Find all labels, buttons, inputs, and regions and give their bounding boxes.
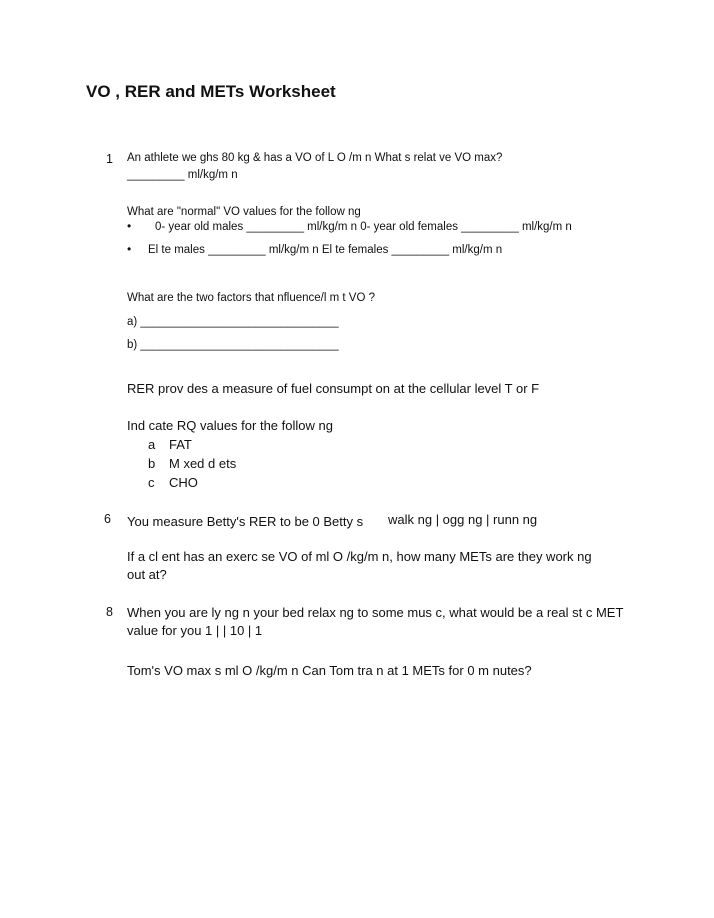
question-9-text: Tom's VO max s ml O /kg/m n Can Tom tra n at 1 METs for 0 m nutes?	[127, 663, 532, 678]
question-1-number: 1	[106, 152, 113, 166]
question-5-item-label: FAT	[169, 437, 192, 452]
bullet-dot-icon: •	[127, 242, 132, 256]
question-8-text: When you are ly ng n your bed relax ng to some mus c, what would be a real st c MET	[127, 605, 624, 620]
question-1-answer-line: _________ ml/kg/m n	[127, 169, 238, 181]
question-3-intro: What are the two factors that nfluence/l m t VO ?	[127, 292, 376, 304]
question-6-options: walk ng | ogg ng | runn ng	[388, 512, 538, 527]
question-7-text: If a cl ent has an exerc se VO of ml O /kg/m n, how many METs are they work ng	[127, 549, 592, 564]
question-8-text-cont: value for you 1 | | 10 | 1	[127, 623, 263, 638]
question-3-answer-b: b) _______________________________	[127, 339, 339, 351]
question-6-number: 6	[104, 512, 111, 526]
question-7-text-cont: out at?	[127, 567, 167, 582]
question-2-bullet-2: El te males _________ ml/kg/m n El te females _________ ml/kg/m n	[148, 244, 503, 256]
question-5-item-letter: a	[148, 437, 156, 452]
question-4-text: RER prov des a measure of fuel consumpt on at the cellular level T or F	[127, 381, 540, 396]
question-2-bullet-1: 0- year old males _________ ml/kg/m n 0- year old females _________ ml/kg/m n	[155, 221, 572, 233]
question-8-number: 8	[106, 605, 113, 619]
question-5-intro: Ind cate RQ values for the follow ng	[127, 418, 333, 433]
question-2-intro: What are "normal" VO values for the follow ng	[127, 206, 361, 218]
question-5-item-letter: b	[148, 456, 156, 471]
question-5-item-letter: c	[148, 475, 155, 490]
question-5-item-label: CHO	[169, 475, 198, 490]
question-6-text: You measure Betty's RER to be 0 Betty s	[127, 514, 364, 529]
question-5-item-label: M xed d ets	[169, 456, 237, 471]
bullet-dot-icon: •	[127, 219, 132, 233]
question-3-answer-a: a) _______________________________	[127, 316, 339, 328]
question-1-text: An athlete we ghs 80 kg & has a VO of L O /m n What s relat ve VO max?	[127, 152, 503, 164]
worksheet-title: VO , RER and METs Worksheet	[86, 82, 336, 101]
